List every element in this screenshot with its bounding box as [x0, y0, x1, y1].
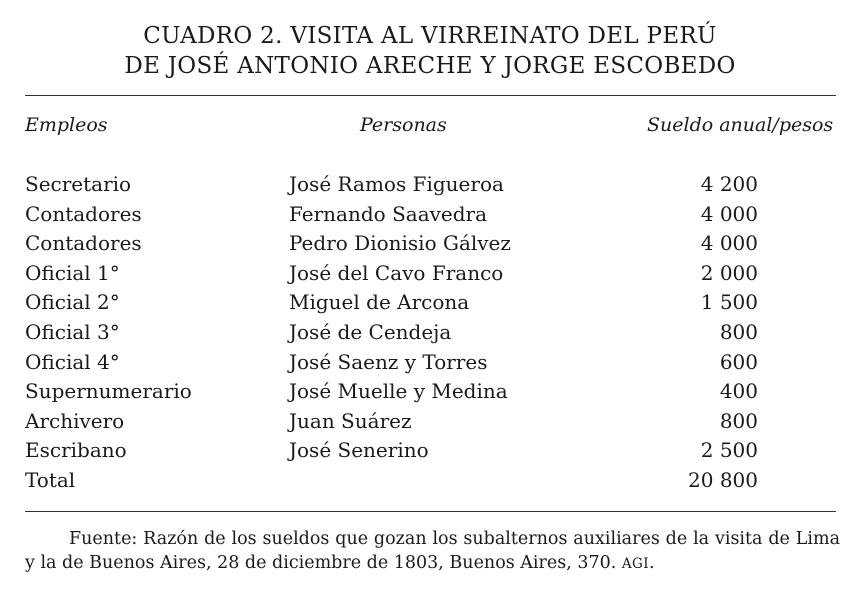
source-note — [25, 527, 840, 576]
cell-persona: Miguel de Arcona — [289, 290, 470, 315]
table-row — [0, 436, 860, 466]
cell-empleo: Contadores — [25, 201, 142, 226]
table-body — [0, 170, 860, 496]
cell-empleo: Archivero — [25, 408, 125, 433]
total-label: Total — [25, 467, 76, 492]
table-row — [0, 318, 860, 348]
cell-empleo: Oficial 3° — [25, 319, 120, 344]
cell-sueldo: 400 — [719, 379, 758, 404]
cell-sueldo: 4 000 — [700, 201, 758, 226]
table-title-line-1: CUADRO 2. VISITA AL VIRREINATO DEL PERÚ — [143, 23, 717, 49]
cell-persona: José de Cendeja — [289, 319, 452, 344]
header-sueldo: Sueldo anual/pesos — [647, 114, 834, 136]
table-row — [0, 170, 860, 200]
cell-sueldo: 600 — [719, 349, 758, 374]
table-row — [0, 348, 860, 378]
cell-persona: José Saenz y Torres — [289, 349, 488, 374]
top-rule — [25, 95, 836, 96]
cell-persona: José Ramos Figueroa — [289, 172, 504, 196]
total-row — [0, 466, 860, 496]
table-row — [0, 377, 860, 407]
cell-empleo: Escribano — [25, 438, 127, 463]
header-personas: Personas — [360, 114, 447, 136]
cell-sueldo: 4 000 — [700, 231, 758, 256]
cell-sueldo: 2 000 — [700, 260, 758, 285]
cell-persona: José Senerino — [289, 438, 429, 463]
cell-persona: Pedro Dionisio Gálvez — [289, 231, 511, 256]
cell-empleo: Oficial 1° — [25, 260, 120, 285]
header-empleos: Empleos — [25, 114, 108, 136]
cell-sueldo: 800 — [719, 408, 758, 433]
cell-persona: José del Cavo Franco — [289, 260, 504, 285]
bottom-rule — [25, 511, 836, 512]
cell-persona: Juan Suárez — [289, 408, 412, 433]
table-row — [0, 200, 860, 230]
cell-sueldo: 4 200 — [700, 172, 758, 196]
table-row — [0, 407, 860, 437]
cell-empleo: Contadores — [25, 231, 142, 256]
total-sueldo: 20 800 — [688, 467, 758, 492]
cell-empleo: Oficial 4° — [25, 349, 120, 374]
cell-persona: José Muelle y Medina — [289, 379, 508, 404]
cell-sueldo: 2 500 — [700, 438, 758, 463]
cell-sueldo: 800 — [719, 319, 758, 344]
table-row — [0, 229, 860, 259]
table-title-line-2: DE JOSÉ ANTONIO ARECHE Y JORGE ESCOBEDO — [124, 53, 736, 79]
source-end: . — [648, 553, 655, 573]
cell-persona: Fernando Saavedra — [289, 201, 488, 226]
table-row — [0, 259, 860, 289]
cell-empleo: Supernumerario — [25, 379, 192, 404]
source-text: Fuente: Razón de los sueldos que gozan los subalternos auxiliares de la visita de Lima y la de Buenos Aires, 28 de diciembre de 1803, Buenos Aires, 370. — [25, 529, 840, 573]
cell-empleo: Secretario — [25, 172, 132, 196]
cell-empleo: Oficial 2° — [25, 290, 120, 315]
table-row — [0, 288, 860, 318]
source-abbrev: AGI — [621, 556, 649, 572]
cell-sueldo: 1 500 — [700, 290, 758, 315]
